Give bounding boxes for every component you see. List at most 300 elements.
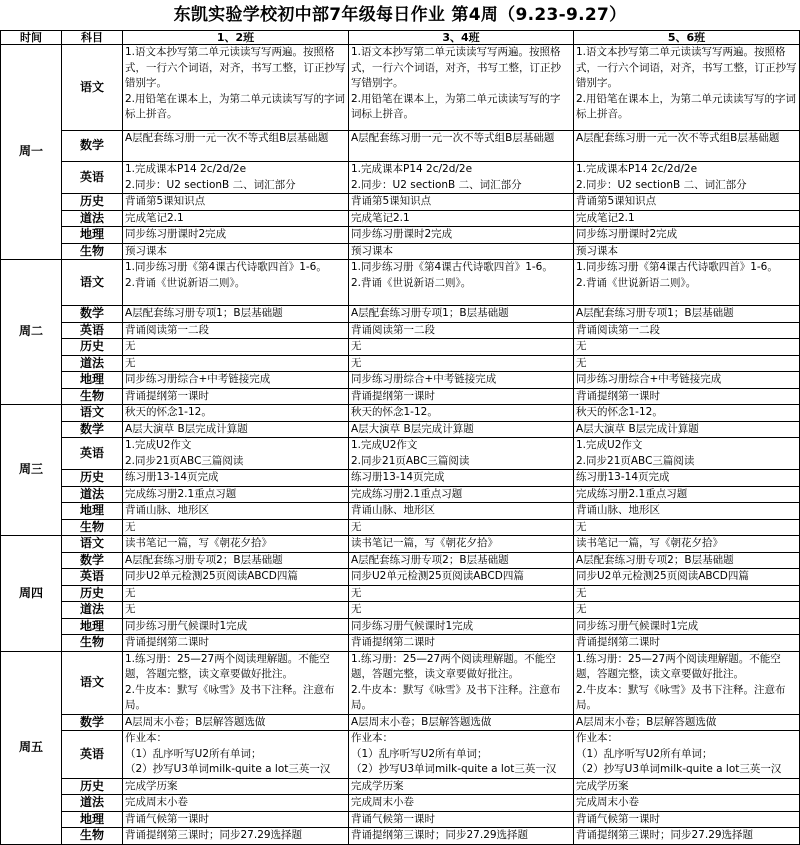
homework-cell-class-5-6	[574, 260, 800, 306]
homework-cell-class-3-4	[349, 602, 574, 619]
table-row	[1, 470, 800, 487]
homework-line: 作业本：	[576, 732, 618, 744]
subject-label: 数学	[62, 421, 123, 438]
homework-cell-class-1-2	[123, 470, 349, 487]
homework-line: 同步练习册课时2完成	[125, 228, 227, 240]
homework-line: 背诵气候第一课时	[351, 812, 435, 825]
homework-line: 无	[125, 340, 136, 352]
homework-cell-class-1-2	[123, 795, 349, 812]
homework-line: 同步U2单元检测25页阅读ABCD四篇	[351, 570, 524, 582]
homework-cell-class-1-2	[123, 585, 349, 602]
subject-label: 数学	[62, 131, 123, 162]
homework-cell-class-5-6	[574, 618, 800, 635]
homework-line: 同步练习册气候课时1完成	[576, 619, 699, 632]
header-time: 时间	[1, 31, 62, 45]
homework-line: 背诵提纲第三课时；同步27.29选择题	[351, 829, 529, 841]
homework-line: 同步U2单元检测25页阅读ABCD四篇	[125, 570, 298, 582]
table-row	[1, 552, 800, 569]
table-row	[1, 618, 800, 635]
table-row	[1, 438, 800, 470]
subject-label: 生物	[62, 828, 123, 845]
homework-cell-class-5-6	[574, 162, 800, 194]
table-row	[1, 828, 800, 845]
homework-line: 1.同步练习册《第4课古代诗歌四首》1-6。	[125, 261, 327, 273]
homework-cell-class-5-6	[574, 339, 800, 356]
table-row	[1, 486, 800, 503]
homework-cell-class-5-6	[574, 388, 800, 405]
homework-cell-class-1-2	[123, 227, 349, 244]
table-row	[1, 372, 800, 389]
homework-cell-class-3-4	[349, 714, 574, 731]
table-row	[1, 503, 800, 520]
homework-line: 1.同步练习册《第4课古代诗歌四首》1-6。	[351, 261, 553, 273]
homework-cell-class-3-4	[349, 795, 574, 812]
table-row	[1, 602, 800, 619]
homework-line: 练习册13-14页完成	[576, 471, 670, 483]
homework-cell-class-5-6	[574, 306, 800, 323]
homework-line: （2）抄写U3单词milk-quite a lot三英一汉	[576, 763, 782, 775]
homework-line: 完成笔记2.1	[125, 211, 184, 224]
homework-cell-class-1-2	[123, 339, 349, 356]
homework-cell-class-5-6	[574, 585, 800, 602]
homework-cell-class-1-2	[123, 45, 349, 131]
homework-line: 背诵第5课知识点	[351, 195, 432, 207]
homework-line: 完成学历案	[351, 779, 404, 792]
homework-line: 1.练习册：25—27两个阅读理解题。不能空题，答题完整，读文章要做好批注。	[576, 652, 781, 680]
homework-cell-class-1-2	[123, 811, 349, 828]
homework-cell-class-3-4	[349, 131, 574, 162]
homework-cell-class-5-6	[574, 470, 800, 487]
homework-line: 秋天的怀念1-12。	[351, 406, 438, 418]
homework-cell-class-5-6	[574, 438, 800, 470]
homework-line: 背诵气候第一课时	[576, 812, 660, 825]
homework-line: 背诵第5课知识点	[576, 195, 657, 207]
homework-line: A层大演草 B层完成计算题	[351, 422, 474, 435]
homework-line: 背诵阅读第一二段	[125, 323, 209, 336]
subject-label: 道法	[62, 355, 123, 372]
homework-line: 2.同步21页ABC三篇阅读	[125, 454, 244, 467]
subject-label: 语文	[62, 260, 123, 306]
subject-label: 地理	[62, 372, 123, 389]
homework-cell-class-1-2	[123, 828, 349, 845]
homework-line: 读书笔记一篇，写《朝花夕拾》	[576, 537, 723, 549]
homework-cell-class-1-2	[123, 322, 349, 339]
homework-line: A层周末小卷；B层解答题选做	[576, 715, 717, 728]
homework-cell-class-1-2	[123, 618, 349, 635]
homework-line: 1.语文本抄写第二单元读读写写两遍。按照格式，一行六个词语，对齐，书写工整，订正抄写错别字。	[576, 46, 797, 89]
homework-line: 无	[576, 340, 587, 352]
subject-label: 语文	[62, 45, 123, 131]
homework-cell-class-5-6	[574, 486, 800, 503]
homework-line: 背诵山脉、地形区	[125, 504, 209, 516]
homework-line: 2.背诵《世说新语二则》。	[351, 276, 472, 289]
table-row	[1, 731, 800, 779]
homework-line: A层配套练习册专项2；B层基础题	[576, 553, 734, 566]
homework-cell-class-3-4	[349, 618, 574, 635]
homework-cell-class-5-6	[574, 322, 800, 339]
homework-cell-class-5-6	[574, 210, 800, 227]
homework-cell-class-1-2	[123, 602, 349, 619]
homework-line: 背诵山脉、地形区	[576, 504, 660, 516]
homework-cell-class-5-6	[574, 131, 800, 162]
homework-cell-class-3-4	[349, 569, 574, 586]
homework-line: 1.练习册：25—27两个阅读理解题。不能空题，答题完整，读文章要做好批注。	[125, 652, 330, 680]
homework-line: 作业本：	[125, 732, 167, 744]
homework-cell-class-5-6	[574, 503, 800, 520]
table-row	[1, 714, 800, 731]
homework-cell-class-3-4	[349, 651, 574, 714]
header-subject: 科目	[62, 31, 123, 45]
homework-cell-class-5-6	[574, 405, 800, 422]
homework-cell-class-3-4	[349, 45, 574, 131]
day-label: 周三	[1, 405, 62, 536]
homework-cell-class-1-2	[123, 355, 349, 372]
homework-line: 背诵提纲第三课时；同步27.29选择题	[125, 829, 303, 841]
homework-line: 读书笔记一篇，写《朝花夕拾》	[351, 537, 498, 549]
homework-cell-class-1-2	[123, 243, 349, 260]
homework-line: （2）抄写U3单词milk-quite a lot三英一汉	[351, 763, 557, 775]
homework-cell-class-1-2	[123, 519, 349, 536]
homework-line: 同步练习册综合+中考链接完成	[576, 373, 722, 385]
subject-label: 语文	[62, 405, 123, 422]
homework-cell-class-3-4	[349, 536, 574, 553]
homework-line: 完成学历案	[125, 779, 178, 792]
homework-line: 1.同步练习册《第4课古代诗歌四首》1-6。	[576, 261, 778, 273]
homework-cell-class-3-4	[349, 635, 574, 652]
homework-cell-class-1-2	[123, 651, 349, 714]
subject-label: 历史	[62, 339, 123, 356]
homework-line: 2.背诵《世说新语二则》。	[576, 276, 697, 289]
page-title: 东凯实验学校初中部7年级每日作业 第4周（9.23-9.27）	[173, 5, 627, 25]
homework-cell-class-3-4	[349, 372, 574, 389]
subject-label: 生物	[62, 243, 123, 260]
subject-label: 地理	[62, 618, 123, 635]
homework-cell-class-5-6	[574, 635, 800, 652]
homework-line: 无	[351, 603, 362, 615]
subject-label: 道法	[62, 210, 123, 227]
homework-cell-class-5-6	[574, 421, 800, 438]
homework-cell-class-3-4	[349, 486, 574, 503]
homework-line: 2.同步21页ABC三篇阅读	[351, 454, 470, 467]
subject-label: 道法	[62, 602, 123, 619]
table-row	[1, 243, 800, 260]
table-row	[1, 306, 800, 323]
homework-cell-class-3-4	[349, 339, 574, 356]
homework-line: 背诵阅读第一二段	[576, 323, 660, 336]
homework-line: （1）乱序听写U2所有单词；	[125, 747, 262, 760]
homework-line: 无	[125, 520, 136, 533]
table-row	[1, 355, 800, 372]
homework-line: 完成练习册2.1重点习题	[576, 487, 688, 500]
homework-line: 完成周末小卷	[576, 796, 639, 808]
table-row	[1, 811, 800, 828]
homework-cell-class-1-2	[123, 438, 349, 470]
homework-cell-class-1-2	[123, 778, 349, 795]
homework-line: 无	[125, 603, 136, 615]
homework-cell-class-1-2	[123, 569, 349, 586]
homework-line: 无	[576, 603, 587, 615]
homework-line: 无	[125, 356, 136, 369]
homework-line: 练习册13-14页完成	[125, 471, 219, 483]
subject-label: 道法	[62, 486, 123, 503]
table-row	[1, 405, 800, 422]
table-row	[1, 162, 800, 194]
homework-line: （2）抄写U3单词milk-quite a lot三英一汉	[125, 763, 331, 775]
homework-cell-class-1-2	[123, 372, 349, 389]
homework-line: 同步练习册气候课时1完成	[351, 619, 474, 632]
homework-line: 1.语文本抄写第二单元读读写写两遍。按照格式，一行六个词语，对齐，书写工整，订正抄写错别字。	[351, 46, 561, 89]
homework-line: 1.语文本抄写第二单元读读写写两遍。按照格式，一行六个词语，对齐，书写工整，订正抄写错别字。	[125, 46, 346, 89]
homework-cell-class-5-6	[574, 651, 800, 714]
homework-line: 秋天的怀念1-12。	[125, 406, 212, 418]
homework-line: 同步练习册课时2完成	[351, 228, 453, 240]
subject-label: 生物	[62, 388, 123, 405]
homework-line: A层配套练习册一元一次不等式组B层基础题	[125, 132, 329, 144]
homework-line: 完成笔记2.1	[351, 211, 410, 224]
homework-line: 同步练习册综合+中考链接完成	[351, 373, 497, 385]
homework-cell-class-5-6	[574, 795, 800, 812]
table-row	[1, 569, 800, 586]
homework-cell-class-3-4	[349, 405, 574, 422]
homework-cell-class-1-2	[123, 260, 349, 306]
homework-cell-class-1-2	[123, 210, 349, 227]
subject-label: 地理	[62, 227, 123, 244]
homework-line: 无	[576, 586, 587, 599]
homework-cell-class-3-4	[349, 585, 574, 602]
subject-label: 语文	[62, 651, 123, 714]
homework-cell-class-3-4	[349, 503, 574, 520]
homework-line: 同步练习册气候课时1完成	[125, 619, 248, 632]
homework-line: 2.牛皮本：默写《咏雪》及书下注释。注意布局。	[351, 683, 561, 711]
homework-cell-class-1-2	[123, 421, 349, 438]
subject-label: 历史	[62, 194, 123, 211]
homework-cell-class-3-4	[349, 243, 574, 260]
subject-label: 英语	[62, 322, 123, 339]
homework-cell-class-5-6	[574, 602, 800, 619]
homework-cell-class-5-6	[574, 45, 800, 131]
homework-line: 秋天的怀念1-12。	[576, 406, 663, 418]
homework-line: 完成周末小卷	[351, 796, 414, 808]
homework-cell-class-5-6	[574, 519, 800, 536]
homework-line: 无	[351, 340, 362, 352]
table-row	[1, 536, 800, 553]
homework-line: 2.背诵《世说新语二则》。	[125, 276, 246, 289]
homework-cell-class-1-2	[123, 194, 349, 211]
header-row	[1, 31, 800, 45]
homework-line: 2.同步：U2 sectionB 二、词汇部分	[576, 178, 747, 191]
homework-cell-class-3-4	[349, 421, 574, 438]
homework-line: 作业本：	[351, 732, 393, 744]
table-row	[1, 322, 800, 339]
table-row	[1, 227, 800, 244]
homework-line: 2.用铅笔在课本上，为第二单元读读写写的字词标上拼音。	[351, 92, 561, 120]
homework-cell-class-5-6	[574, 778, 800, 795]
homework-line: A层配套练习册专项2；B层基础题	[351, 553, 509, 566]
homework-line: A层配套练习册一元一次不等式组B层基础题	[351, 132, 555, 144]
homework-line: 背诵山脉、地形区	[351, 504, 435, 516]
subject-label: 语文	[62, 536, 123, 553]
homework-line: 完成周末小卷	[125, 796, 188, 808]
homework-line: 2.同步：U2 sectionB 二、词汇部分	[351, 178, 522, 191]
table-row	[1, 421, 800, 438]
homework-line: 预习课本	[576, 244, 618, 257]
homework-line: A层配套练习册一元一次不等式组B层基础题	[576, 132, 780, 144]
homework-cell-class-1-2	[123, 714, 349, 731]
homework-line: 背诵第5课知识点	[125, 195, 206, 207]
homework-line: 预习课本	[125, 244, 167, 257]
homework-line: 无	[351, 586, 362, 599]
homework-line: 完成学历案	[576, 779, 629, 792]
homework-cell-class-3-4	[349, 322, 574, 339]
homework-line: （1）乱序听写U2所有单词；	[576, 747, 713, 760]
homework-cell-class-3-4	[349, 438, 574, 470]
table-row	[1, 519, 800, 536]
homework-cell-class-5-6	[574, 227, 800, 244]
homework-line: 背诵提纲第一课时	[125, 389, 209, 402]
homework-cell-class-1-2	[123, 552, 349, 569]
subject-label: 历史	[62, 585, 123, 602]
homework-cell-class-3-4	[349, 811, 574, 828]
day-label: 周五	[1, 651, 62, 844]
homework-line: A层大演草 B层完成计算题	[125, 422, 248, 435]
homework-cell-class-3-4	[349, 778, 574, 795]
homework-line: 背诵提纲第三课时；同步27.29选择题	[576, 829, 754, 841]
homework-line: 完成练习册2.1重点习题	[351, 487, 463, 500]
homework-line: 无	[125, 586, 136, 599]
homework-cell-class-5-6	[574, 811, 800, 828]
day-label: 周一	[1, 45, 62, 260]
table-row	[1, 194, 800, 211]
homework-line: 同步练习册综合+中考链接完成	[125, 373, 271, 385]
homework-cell-class-1-2	[123, 536, 349, 553]
homework-line: A层周末小卷；B层解答题选做	[351, 715, 492, 728]
table-row	[1, 778, 800, 795]
homework-line: A层配套练习册专项2；B层基础题	[125, 553, 283, 566]
homework-line: 1.完成课本P14 2c/2d/2e	[125, 163, 247, 175]
homework-line: 预习课本	[351, 244, 393, 257]
homework-line: 背诵提纲第一课时	[576, 389, 660, 402]
homework-cell-class-3-4	[349, 355, 574, 372]
homework-cell-class-5-6	[574, 194, 800, 211]
homework-cell-class-3-4	[349, 470, 574, 487]
homework-cell-class-3-4	[349, 388, 574, 405]
subject-label: 英语	[62, 569, 123, 586]
subject-label: 生物	[62, 635, 123, 652]
homework-line: 背诵阅读第一二段	[351, 323, 435, 336]
homework-cell-class-1-2	[123, 405, 349, 422]
homework-line: A层周末小卷；B层解答题选做	[125, 715, 266, 728]
homework-cell-class-5-6	[574, 569, 800, 586]
subject-label: 数学	[62, 306, 123, 323]
homework-line: 无	[351, 520, 362, 533]
homework-line: （1）乱序听写U2所有单词；	[351, 747, 488, 760]
subject-label: 英语	[62, 438, 123, 470]
homework-cell-class-3-4	[349, 260, 574, 306]
homework-line: 完成练习册2.1重点习题	[125, 487, 237, 500]
homework-cell-class-5-6	[574, 355, 800, 372]
homework-line: 1.完成U2作文	[125, 439, 192, 451]
table-row	[1, 131, 800, 162]
homework-line: 无	[576, 520, 587, 533]
homework-line: 2.同步：U2 sectionB 二、词汇部分	[125, 178, 296, 191]
homework-line: 1.练习册：25—27两个阅读理解题。不能空题，答题完整，读文章要做好批注。	[351, 652, 556, 680]
table-row	[1, 210, 800, 227]
homework-cell-class-3-4	[349, 210, 574, 227]
table-body	[1, 45, 800, 845]
homework-line: A层大演草 B层完成计算题	[576, 422, 699, 435]
homework-cell-class-1-2	[123, 503, 349, 520]
subject-label: 历史	[62, 778, 123, 795]
homework-cell-class-1-2	[123, 388, 349, 405]
homework-cell-class-5-6	[574, 731, 800, 779]
header-class-5-6: 5、6班	[574, 31, 800, 45]
table-row	[1, 651, 800, 714]
homework-line: 2.同步21页ABC三篇阅读	[576, 454, 695, 467]
table-row	[1, 635, 800, 652]
table-row	[1, 339, 800, 356]
table-row	[1, 260, 800, 306]
table-row	[1, 45, 800, 131]
homework-cell-class-5-6	[574, 714, 800, 731]
subject-label: 道法	[62, 795, 123, 812]
homework-line: 1.完成课本P14 2c/2d/2e	[576, 163, 698, 175]
homework-cell-class-1-2	[123, 131, 349, 162]
table-row	[1, 388, 800, 405]
homework-line: 无	[351, 356, 362, 369]
table-row	[1, 795, 800, 812]
homework-line: A层配套练习册专项1；B层基础题	[576, 307, 734, 319]
homework-line: 2.用铅笔在课本上，为第二单元读读写写的字词标上拼音。	[576, 92, 797, 120]
homework-cell-class-1-2	[123, 635, 349, 652]
homework-line: A层配套练习册专项1；B层基础题	[351, 307, 509, 319]
homework-line: 同步练习册课时2完成	[576, 228, 678, 240]
homework-cell-class-3-4	[349, 828, 574, 845]
subject-label: 英语	[62, 162, 123, 194]
homework-cell-class-3-4	[349, 194, 574, 211]
subject-label: 历史	[62, 470, 123, 487]
homework-line: 背诵提纲第一课时	[351, 389, 435, 402]
homework-table	[0, 30, 800, 845]
homework-cell-class-3-4	[349, 519, 574, 536]
header-class-1-2: 1、2班	[123, 31, 349, 45]
homework-line: 背诵提纲第二课时	[125, 636, 209, 648]
homework-line: 背诵提纲第二课时	[576, 636, 660, 648]
homework-cell-class-5-6	[574, 243, 800, 260]
homework-cell-class-3-4	[349, 731, 574, 779]
homework-cell-class-1-2	[123, 731, 349, 779]
homework-line: 同步U2单元检测25页阅读ABCD四篇	[576, 570, 749, 582]
day-label: 周四	[1, 536, 62, 652]
homework-cell-class-1-2	[123, 306, 349, 323]
homework-cell-class-1-2	[123, 162, 349, 194]
homework-line: 2.用铅笔在课本上，为第二单元读读写写的字词标上拼音。	[125, 92, 346, 120]
homework-line: 1.完成课本P14 2c/2d/2e	[351, 163, 473, 175]
homework-line: A层配套练习册专项1；B层基础题	[125, 307, 283, 319]
homework-cell-class-5-6	[574, 828, 800, 845]
homework-cell-class-5-6	[574, 372, 800, 389]
table-row	[1, 585, 800, 602]
homework-cell-class-3-4	[349, 306, 574, 323]
homework-line: 2.牛皮本：默写《咏雪》及书下注释。注意布局。	[125, 683, 335, 711]
homework-line: 读书笔记一篇，写《朝花夕拾》	[125, 537, 272, 549]
homework-cell-class-3-4	[349, 552, 574, 569]
subject-label: 数学	[62, 714, 123, 731]
homework-cell-class-3-4	[349, 227, 574, 244]
homework-line: 练习册13-14页完成	[351, 471, 445, 483]
subject-label: 生物	[62, 519, 123, 536]
homework-line: 2.牛皮本：默写《咏雪》及书下注释。注意布局。	[576, 683, 786, 711]
homework-line: 背诵气候第一课时	[125, 812, 209, 825]
